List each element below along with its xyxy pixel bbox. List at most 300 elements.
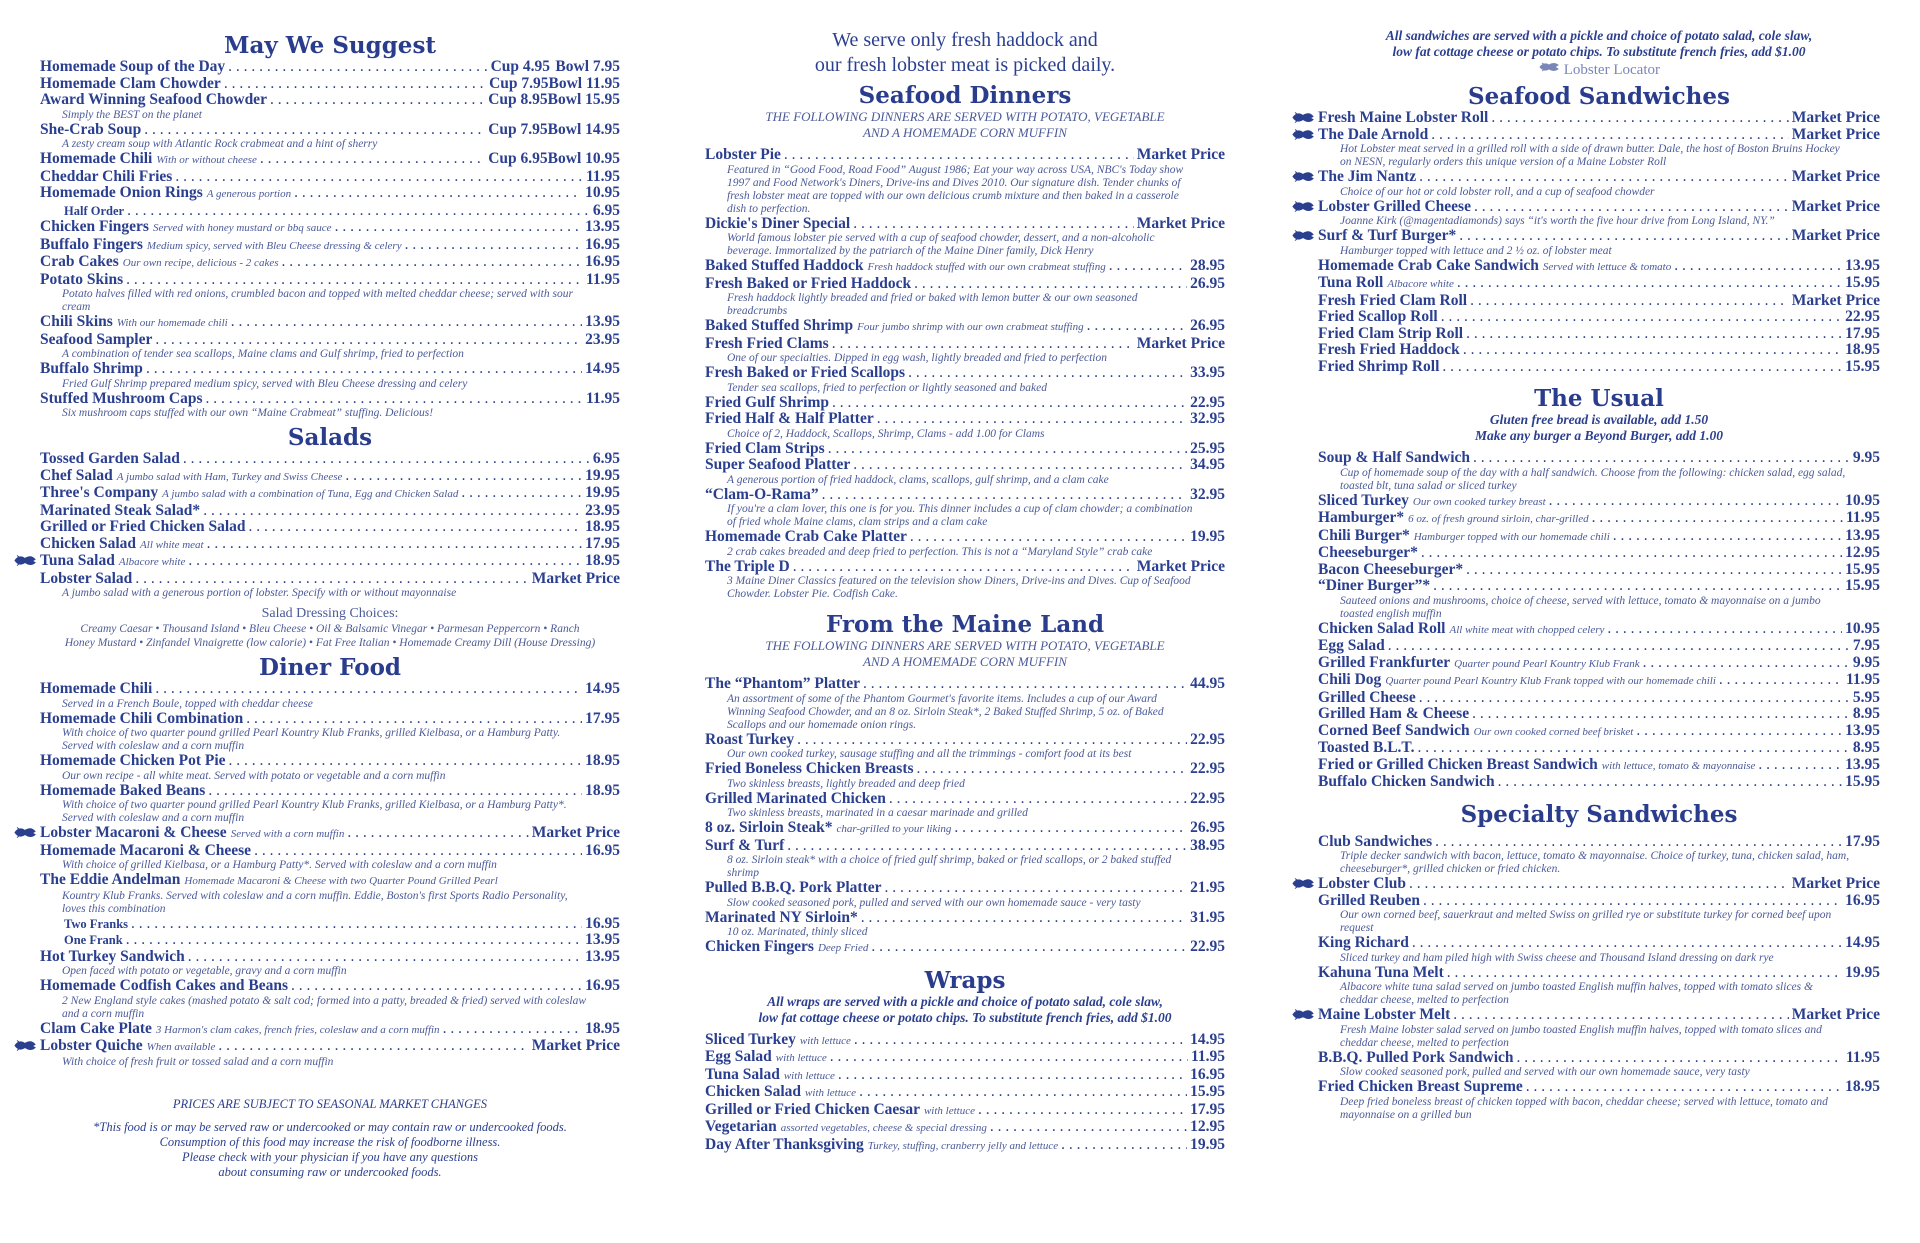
menu-item (40, 843, 620, 860)
menu-item-name: Buffalo Fingers (40, 235, 143, 253)
menu-item-price: 14.95 (1845, 934, 1880, 951)
leader-dots (188, 553, 582, 570)
section-title-seafood-sandwiches: Seafood Sandwiches (1468, 83, 1730, 110)
menu-item-price: 12.95 (1845, 544, 1880, 561)
menu-item (40, 169, 620, 186)
menu-item-description: 2 New England style cakes (mashed potato & salt cod; formed into a patty, breaded & fried) served with coleslaw and a corn muffin (62, 994, 587, 1020)
menu-item (40, 783, 620, 800)
menu-item-description: Two skinless breasts, lightly breaded and deep fried (727, 777, 965, 790)
leader-dots (1409, 876, 1789, 893)
menu-item-price: 26.95 (1190, 819, 1225, 836)
leader-dots (1419, 690, 1850, 707)
menu-item (40, 1021, 620, 1039)
menu-item-price: Market Price (1136, 214, 1225, 232)
leader-dots (1674, 258, 1842, 275)
menu-item-name: Kahuna Tuna Melt (1318, 963, 1444, 981)
leader-dots (1109, 258, 1187, 275)
menu-item-price: Market Price (1791, 227, 1880, 244)
menu-item-note: with lettuce (783, 1069, 835, 1082)
leader-dots (877, 411, 1187, 428)
leader-dots (1613, 528, 1842, 545)
menu-item-price: 11.95 (1845, 509, 1880, 526)
price-disclaimer: PRICES ARE SUBJECT TO SEASONAL MARKET CHANGES (172, 1096, 488, 1111)
menu-item-note: Albacore white (1387, 278, 1454, 290)
menu-item (705, 761, 1225, 778)
leader-dots (797, 732, 1187, 749)
leader-dots (270, 92, 485, 109)
menu-item (705, 791, 1225, 808)
menu-item-price: 13.95 (585, 931, 620, 948)
menu-item-name: Lobster Macaroni & Cheese (40, 824, 227, 841)
sandwich-note-1: All sandwiches are served with a pickle and choice of potato salad, cole slaw, (1385, 28, 1813, 43)
menu-item (1318, 562, 1880, 579)
menu-item-description: Choice of our hot or cold lobster roll, and a cup of seafood chowder (1340, 185, 1655, 198)
lobster-icon (1292, 876, 1314, 891)
menu-item-note: char-grilled to your liking (836, 823, 952, 835)
menu-item-name: Corned Beef Sandwich (1318, 721, 1470, 739)
menu-item-price: Market Price (1136, 334, 1225, 352)
leader-dots (1474, 199, 1789, 216)
menu-item (1318, 774, 1880, 791)
menu-item-description: Hamburger topped with lettuce and 2 ½ oz. of lobster meat (1340, 244, 1612, 257)
menu-item-price: 18.95 (585, 518, 620, 535)
menu-item-description: A generous portion of fried haddock, clams, scallops, gulf shrimp, and a clam cake (727, 473, 1109, 486)
menu-item-note: with lettuce, tomato & mayonnaise (1601, 759, 1756, 772)
menu-item-name: Surf & Turf Burger* (1318, 227, 1457, 244)
menu-item-name: The Jim Nantz (1318, 168, 1417, 185)
menu-item-description: Featured in “Good Food, Road Food” August 1986; Eat your way across USA, NBC's Today show 1997 and Food Network's Diners, Drive-ins and Dives 2010. Our signature dish. Tender chunks of fresh lobster meat are topped with our own delicious crumb mixture and then baked in a casserole dish to perfection. (727, 163, 1184, 215)
leader-dots (853, 216, 1134, 233)
menu-item-description: 3 Maine Diner Classics featured on the television show Diners, Drive-ins and Dives. Cup of Seafood Chowder. Lobster Pie. Codfish Cake. (727, 575, 1191, 600)
menu-item (705, 365, 1225, 382)
menu-item-price: 16.95 (585, 914, 620, 932)
menu-item-price: 19.95 (1845, 963, 1880, 981)
menu-item-note: Medium spicy, served with Bleu Cheese dressing & celery (146, 239, 402, 252)
leader-dots (861, 910, 1187, 927)
menu-item-note: Our own cooked corned beef brisket (1473, 725, 1634, 738)
menu-item-description: 8 oz. Sirloin steak* with a choice of fried gulf shrimp, baked or fried scallops, or 2 baked stuffed shrimp (727, 854, 1172, 879)
leader-dots (1526, 1079, 1842, 1096)
menu-item (1318, 309, 1880, 326)
menu-item-price: 13.95 (585, 218, 620, 235)
menu-item-name: Grilled Marinated Chicken (705, 789, 886, 807)
menu-item-name: Chili Dog (1318, 671, 1382, 688)
menu-item-bowl-price: Bowl 14.95 (547, 120, 620, 138)
menu-list-seafood (705, 147, 1225, 601)
menu-item (705, 318, 1225, 336)
menu-item-name: Fried Gulf Shrimp (705, 393, 830, 411)
menu-item-name: Chicken Salad (40, 534, 137, 552)
menu-item-name: Homemade Macaroni & Cheese (40, 841, 252, 859)
menu-item-price: 31.95 (1190, 908, 1225, 926)
menu-item-name: Grilled Frankfurter (1318, 653, 1451, 671)
dressing-line-1: Creamy Caesar • Thousand Island • Bleu Cheese • Oil & Balsamic Vinegar • Parmesan Peppercorn • Ranch (80, 623, 580, 635)
menu-list-salads (40, 451, 620, 600)
menu-item (705, 880, 1225, 897)
land-subtitle-2: AND A HOMEMADE CORN MUFFIN (863, 654, 1067, 669)
leader-dots (126, 272, 583, 289)
menu-item-name: Fresh Baked or Fried Scallops (705, 364, 906, 381)
menu-item-note: Quarter pound Pearl Kountry Klub Frank (1454, 657, 1640, 670)
menu-item-name: The “Phantom” Platter (705, 675, 860, 692)
sandwich-note-2: low fat cottage cheese or potato chips. To substitute french fries, add $1.00 (1392, 44, 1806, 59)
menu-item-name: Baked Stuffed Haddock (705, 257, 864, 274)
menu-item-name: Homemade Chili (40, 680, 153, 697)
menu-item-note: Our own cooked turkey breast (1412, 495, 1546, 508)
footer-line: about consuming raw or undercooked foods. (218, 1164, 442, 1179)
menu-item-name: Tuna Roll (1318, 274, 1384, 291)
leader-dots (188, 949, 582, 966)
menu-item-name: The Triple D (705, 557, 790, 575)
menu-item (40, 519, 620, 536)
menu-item (705, 441, 1225, 458)
menu-item-name: Fresh Baked or Fried Haddock (705, 274, 912, 292)
menu-item-name: Cheeseburger* (1318, 544, 1418, 561)
menu-item-price: 8.95 (1852, 739, 1880, 756)
menu-item (1318, 638, 1880, 655)
menu-item (40, 711, 620, 728)
menu-item (40, 59, 620, 76)
menu-item-note: Turkey, stuffing, cranberry jelly and lettuce (867, 1139, 1059, 1152)
section-title-may-we-suggest: May We Suggest (223, 32, 437, 59)
menu-item-name: Cheddar Chili Fries (40, 167, 173, 185)
menu-item (40, 361, 620, 378)
leader-dots (1498, 774, 1843, 791)
menu-item (40, 503, 620, 520)
menu-item-name: “Clam-O-Rama” (705, 485, 819, 503)
leader-dots (910, 529, 1187, 546)
lobster-locator-label: Lobster Locator (1563, 62, 1660, 78)
menu-item-cup-price: Cup 7.95 (488, 120, 548, 138)
menu-item (40, 314, 620, 332)
menu-item-bowl-price: Bowl 15.95 (547, 91, 620, 108)
menu-item-name: Marinated Steak Salad* (40, 501, 201, 519)
menu-item-price: 17.95 (1190, 1100, 1225, 1118)
menu-item (705, 1049, 1225, 1067)
menu-item-price: Market Price (1136, 557, 1225, 575)
menu-item-description: Served in a French Boule, topped with cheddar cheese (62, 697, 313, 710)
menu-item-name: Tuna Salad (40, 552, 115, 569)
menu-item-name: Lobster Club (1318, 875, 1406, 892)
leader-dots (345, 468, 582, 485)
menu-item (40, 681, 620, 698)
menu-item-description: Our own cooked turkey, sausage stuffing and all the trimmings - comfort food at its best (727, 748, 1132, 760)
menu-item-name: Fried Clam Strip Roll (1318, 324, 1464, 342)
leader-dots (978, 1102, 1187, 1119)
menu-item-price: Market Price (531, 1037, 620, 1054)
menu-item-note: With or without cheese (156, 154, 257, 166)
right-column (1318, 28, 1880, 1122)
menu-item (705, 1119, 1225, 1137)
menu-item (705, 1102, 1225, 1120)
leader-dots (990, 1119, 1187, 1136)
menu-item-name: Egg Salad (705, 1048, 772, 1065)
menu-item-note: Served with lettuce & tomato (1542, 260, 1672, 273)
menu-item-name: Egg Salad (1318, 637, 1385, 654)
leader-dots (127, 203, 590, 220)
menu-item-name: “Diner Burger”* (1318, 577, 1431, 594)
menu-item-price: 17.95 (585, 534, 620, 552)
menu-item-description: With choice of fresh fruit or tossed salad and a corn muffin (62, 1055, 334, 1068)
menu-item-price: 19.95 (1190, 1135, 1225, 1153)
menu-item-price: 22.95 (1190, 789, 1225, 807)
menu-item-price: 22.95 (1190, 730, 1225, 748)
menu-item-name: Dickie's Diner Special (705, 214, 851, 232)
menu-item-price: 16.95 (1845, 891, 1880, 909)
menu-item-name: Chili Skins (40, 313, 113, 330)
leader-dots (1459, 228, 1789, 245)
leader-dots (146, 361, 582, 378)
menu-item (1318, 1050, 1880, 1067)
menu-item-description: 2 crab cakes breaded and deep fried to perfection. This is not a “Maryland Style” crab cake (727, 545, 1153, 558)
menu-item (1318, 169, 1880, 186)
menu-item-price: 11.95 (1845, 671, 1880, 688)
menu-item (40, 553, 620, 571)
menu-item-note: A jumbo salad with a combination of Tuna, Egg and Chicken Salad (162, 488, 459, 500)
leader-dots (254, 843, 582, 860)
lobster-icon (1538, 60, 1560, 74)
leader-dots (1466, 326, 1842, 343)
leader-dots (863, 676, 1187, 693)
section-title-the-usual: The Usual (1534, 385, 1664, 412)
menu-item (40, 332, 620, 349)
menu-item-note: When available (146, 1041, 216, 1053)
leader-dots (822, 487, 1187, 504)
menu-item (40, 391, 620, 408)
menu-item-price: 44.95 (1190, 675, 1225, 692)
menu-item (40, 753, 620, 770)
menu-item-description: Fresh haddock lightly breaded and fried or baked with lemon butter & our own seasoned breadcrumbs (727, 292, 1138, 317)
menu-item-bowl-price: Bowl 11.95 (548, 74, 620, 92)
menu-item-name: Clam Cake Plate (40, 1019, 152, 1037)
menu-list-specialty (1318, 834, 1880, 1122)
menu-item (40, 254, 620, 272)
menu-item (1318, 199, 1880, 216)
menu-item-description: Sliced turkey and ham piled high with Swiss cheese and Thousand Island dressing on dark rye (1340, 951, 1774, 964)
menu-list-usual (1318, 450, 1880, 791)
menu-item (40, 203, 620, 220)
leader-dots (1719, 672, 1843, 689)
menu-item-name: Day After Thanksgiving (705, 1135, 864, 1153)
menu-item-price: 13.95 (1845, 755, 1880, 773)
menu-item-description: Hot Lobster meat served in a grilled roll with a side of drawn butter. Dale, the host of Boston Bruins Hockey on NESN, regularly orders this unique version of a Maine Lobster Roll (1340, 143, 1840, 168)
menu-item-name: Surf & Turf (705, 836, 785, 854)
leader-dots (335, 219, 583, 236)
menu-item-price: 22.95 (1190, 393, 1225, 411)
menu-item-price: 13.95 (585, 313, 620, 330)
menu-item-name: Crab Cakes (40, 253, 119, 270)
leader-dots (1442, 359, 1842, 376)
menu-item-price: 22.95 (1190, 938, 1225, 955)
menu-item-name: Soup & Half Sandwich (1318, 449, 1471, 466)
menu-item-description: Open faced with potato or vegetable, gravy and a corn muffin (62, 965, 347, 977)
intro-line-1: We serve only fresh haddock and (832, 29, 1098, 51)
leader-dots (787, 838, 1187, 855)
leader-dots (1636, 723, 1842, 740)
leader-dots (294, 185, 582, 202)
menu-item (705, 1032, 1225, 1050)
leader-dots (208, 783, 582, 800)
menu-item-name: She-Crab Soup (40, 120, 142, 138)
menu-item (1318, 450, 1880, 467)
menu-item-price: 15.95 (1845, 560, 1880, 578)
leader-dots (1431, 127, 1789, 144)
menu-item-name: Fried Half & Half Platter (705, 410, 874, 427)
leader-dots (954, 820, 1187, 837)
menu-item (1318, 127, 1880, 144)
leader-dots (461, 485, 582, 502)
menu-item-price: 13.95 (1845, 526, 1880, 544)
menu-item-price: 22.95 (1845, 308, 1880, 325)
menu-item (705, 559, 1225, 576)
menu-item-name: Pulled B.B.Q. Pork Platter (705, 879, 882, 896)
footer-line: *This food is or may be served raw or undercooked or may contain raw or undercooked foods. (93, 1119, 567, 1134)
menu-item-name: Hamburger* (1318, 509, 1405, 526)
menu-item (1318, 326, 1880, 343)
lobster-icon (1292, 127, 1314, 142)
menu-item-name: Two Franks (64, 916, 129, 931)
leader-dots (207, 536, 583, 553)
menu-item-name: B.B.Q. Pulled Pork Sandwich (1318, 1048, 1514, 1066)
leader-dots (347, 825, 528, 842)
menu-item (705, 258, 1225, 276)
leader-dots (885, 880, 1188, 897)
leader-dots (155, 681, 582, 698)
menu-item-name: Fresh Maine Lobster Roll (1318, 109, 1489, 126)
menu-item (1318, 672, 1880, 690)
menu-item-name: Fried Scallop Roll (1318, 308, 1438, 325)
menu-item-description: Our own corned beef, sauerkraut and melted Swiss on grilled rye or substitute turkey for corned beef upon request (1340, 909, 1832, 934)
menu-item (40, 485, 620, 503)
menu-item-price: 18.95 (585, 752, 620, 769)
seafood-subtitle-2: AND A HOMEMADE CORN MUFFIN (863, 125, 1067, 140)
leader-dots (1419, 169, 1789, 186)
menu-item-name: Hot Turkey Sandwich (40, 947, 185, 965)
menu-item-name: Chili Burger* (1318, 526, 1410, 544)
menu-item-note: with lettuce (799, 1034, 851, 1047)
menu-item-description: Our own recipe - all white meat. Served with potato or vegetable and a corn muffin (62, 769, 446, 782)
menu-item-price: 17.95 (585, 709, 620, 727)
menu-item (40, 978, 620, 995)
menu-item-name: Roast Turkey (705, 730, 795, 748)
menu-item (705, 395, 1225, 412)
leader-dots (1470, 293, 1789, 310)
menu-item (1318, 545, 1880, 562)
menu-item (40, 122, 620, 139)
menu-item (40, 916, 620, 933)
leader-dots (832, 395, 1187, 412)
menu-item-price: 15.95 (1845, 274, 1880, 291)
menu-item-name: The Dale Arnold (1318, 125, 1429, 143)
menu-item-price: 22.95 (1190, 760, 1225, 777)
leader-dots (1453, 1007, 1788, 1024)
leader-dots (249, 519, 583, 536)
menu-item-name: Homemade Clam Chowder (40, 74, 221, 92)
menu-item-note: 3 Harmon's clam cakes, french fries, coleslaw and a corn muffin (155, 1023, 440, 1036)
menu-item-name: Super Seafood Platter (705, 456, 851, 473)
menu-list-suggest (40, 59, 620, 420)
menu-item-price: 14.95 (585, 360, 620, 377)
menu-item-price: 16.95 (1190, 1065, 1225, 1083)
menu-item-name: Lobster Grilled Cheese (1318, 197, 1471, 215)
menu-item-price: 14.95 (585, 680, 620, 697)
menu-item-name: Buffalo Shrimp (40, 360, 143, 377)
menu-item (705, 529, 1225, 546)
menu-item-price: 9.95 (1852, 449, 1880, 466)
menu-item (705, 820, 1225, 838)
menu-item-name: Award Winning Seafood Chowder (40, 91, 267, 108)
leader-dots (917, 761, 1188, 778)
menu-item-name: Grilled Reuben (1318, 891, 1421, 909)
menu-item-name: Homemade Baked Beans (40, 781, 206, 799)
menu-item-note: A jumbo salad with Ham, Turkey and Swiss Cheese (116, 470, 343, 483)
menu-item-price: 28.95 (1190, 257, 1225, 274)
menu-item-price: 25.95 (1190, 439, 1225, 457)
menu-item-name: Toasted B.L.T. (1318, 739, 1415, 756)
menu-item-description: Two skinless breasts, marinated in a caesar marinade and grilled (727, 807, 1028, 819)
leader-dots (183, 451, 590, 468)
menu-item-cup-price: Cup 7.95 (489, 74, 549, 92)
leader-dots (175, 169, 583, 186)
leader-dots (1758, 757, 1842, 774)
menu-item-description: Triple decker sandwich with bacon, lettuce, tomato & mayonnaise. Choice of turkey, tuna, chicken salad, ham, cheeseburger*, grilled chicken or fried chicken. (1340, 850, 1850, 875)
menu-item-name: Fried Boneless Chicken Breasts (705, 760, 914, 777)
menu-item-price: 11.95 (585, 389, 620, 407)
menu-item-name: Grilled Ham & Cheese (1318, 705, 1470, 722)
menu-item (1318, 110, 1880, 127)
lobster-icon (1292, 228, 1314, 243)
menu-item-price: 33.95 (1190, 364, 1225, 381)
menu-item-price: 32.95 (1190, 485, 1225, 503)
menu-item-price: Market Price (1791, 291, 1880, 309)
left-column (40, 28, 620, 1180)
leader-dots (889, 791, 1187, 808)
leader-dots (1607, 621, 1842, 638)
menu-item-note: with lettuce (775, 1052, 827, 1064)
menu-item (705, 276, 1225, 293)
menu-item-name: Chicken Salad Roll (1318, 619, 1446, 637)
menu-list-wraps (705, 1032, 1225, 1155)
menu-item-description: Fresh Maine lobster salad served on jumbo toasted English muffin halves, topped with tomato slices and cheddar cheese, melted to perfection (1340, 1023, 1822, 1049)
menu-item-name: Grilled or Fried Chicken Caesar (705, 1100, 920, 1118)
menu-item-name: Chicken Fingers (40, 218, 149, 235)
lobster-icon (14, 825, 36, 840)
menu-item-name: Buffalo Chicken Sandwich (1318, 773, 1495, 790)
leader-dots (1549, 493, 1842, 510)
menu-item-price: 15.95 (1845, 577, 1880, 594)
menu-item-price: 19.95 (1190, 528, 1225, 545)
menu-item-description: Six mushroom caps stuffed with our own “Maine Crabmeat” stuffing. Delicious! (62, 407, 434, 419)
menu-item-description: If you're a clam lover, this one is for you. This dinner includes a cup of clam chowder; a combination of fried whole Maine clams, clam strips and a clam cake (727, 503, 1193, 528)
menu-item-name: Tuna Salad (705, 1065, 780, 1083)
leader-dots (229, 753, 583, 770)
menu-item-price: 7.95 (1852, 637, 1880, 654)
intro-line-2: our fresh lobster meat is picked daily. (814, 54, 1116, 76)
menu-item-price: 38.95 (1190, 836, 1225, 854)
menu-item-name: Homemade Codfish Cakes and Beans (40, 977, 289, 994)
menu-item-price: 32.95 (1190, 410, 1225, 427)
menu-item-name: Sliced Turkey (1318, 491, 1409, 509)
menu-item-name: Fried Clam Strips (705, 439, 825, 457)
menu-item-description: Slow cooked seasoned pork, pulled and served with our own homemade sauce, very tasty (1340, 1066, 1750, 1078)
menu-item-cup-price: Cup 6.95 (488, 150, 548, 167)
menu-item (705, 838, 1225, 855)
leader-dots (830, 1049, 1188, 1066)
menu-item (1318, 510, 1880, 528)
menu-item-name: Chicken Fingers (705, 938, 814, 955)
menu-item-price: 19.95 (585, 466, 620, 484)
menu-item (40, 92, 620, 109)
